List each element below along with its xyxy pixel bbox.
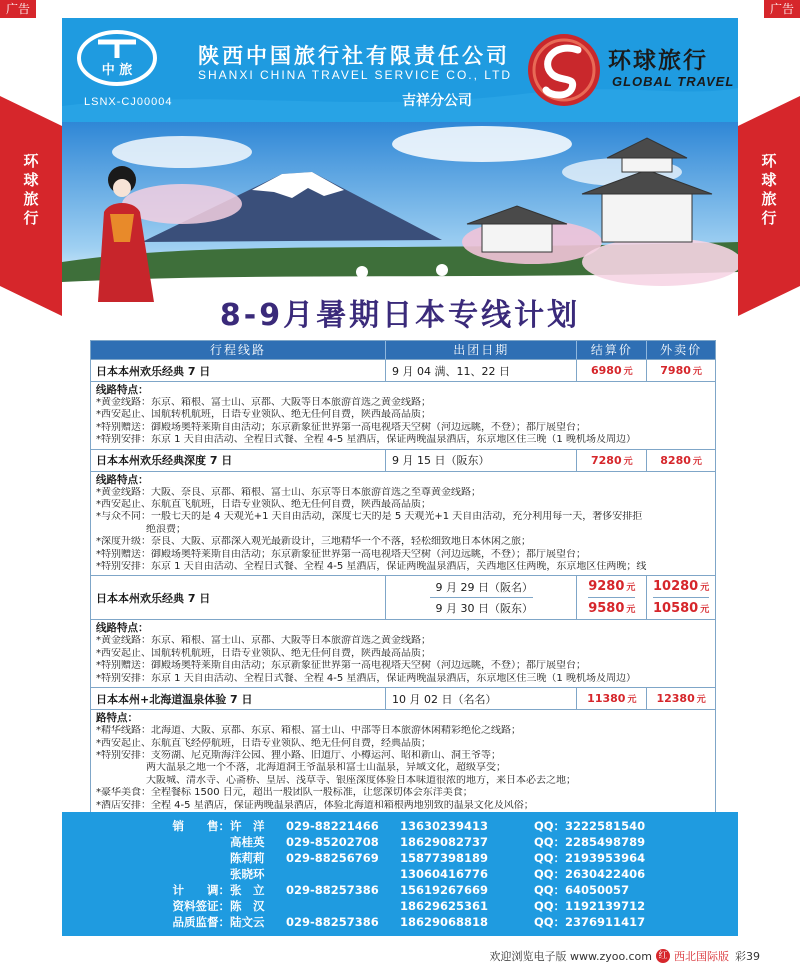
contact-row [166,866,664,882]
table-header [91,341,715,359]
route-name: 日本本州欢乐经典 7 日 [91,576,386,619]
contact-phone: 029-88257386 [286,883,379,897]
contact-qq: QQ：2285498789 [534,835,646,849]
contact-phone: 029-88257386 [286,915,379,929]
ad-label-right: 广告 [764,0,800,18]
contact-qq: QQ：2193953964 [534,851,646,865]
detail-line: *西安起止、东航直飞航班，日语专业领队、绝无任何自费，陕西最高品质； [96,499,431,511]
contact-list [166,818,664,930]
detail-line: 大阪城、清水寺、心斋桥、皇居、浅草寺、银座深度体验日本味道很浓的地方，来日本必去之地； [96,774,576,786]
contact-name: 陈 汉 [230,899,265,913]
detail-line: *特别安排：东京 1 天自由活动、全程日式餐、全程 4-5 星酒店，保证两晚温泉酒店，关西地区住两晚，东京地区住两晚；线 [96,561,647,573]
departure-date: 10 月 02 日（名名） [386,688,577,709]
retail-prices [647,576,715,619]
main-title: 8-9月暑期日本专线计划 [219,298,581,333]
detail-line: *特别赠送：御殿场奥特莱斯自由活动；东京新象征世界第一高电视塔天空树（河边远眺，不登）；都厅展望台； [96,421,586,433]
side-banner-right-text [738,152,800,228]
tour-schedule-table [90,340,716,827]
route-details [91,709,715,826]
header-retail-price: 外卖价 [660,343,703,357]
contact-role: 销 售： [172,819,230,833]
detail-line: *酒店安排：全程 4-5 星酒店，保证两晚温泉酒店，体验北海道和箱根两地别致的温泉文化及风俗； [96,799,534,811]
contact-phone: 029-88221466 [286,819,379,833]
footer-website: 欢迎浏览电子版 www.zyoo.com [489,950,652,963]
license-number: LSNX-CJ00004 [84,96,173,108]
contact-qq: QQ：1192139712 [534,899,646,913]
contact-row [166,834,664,850]
contact-row [166,818,664,834]
global-travel-logo-icon [524,32,604,108]
departure-date: 9 月 04 满、11、22 日 [386,360,577,381]
details-title: 线路特点： [96,473,149,486]
detail-line: *西安起止、东航直飞经停航班，日语专业领队、绝无任何自费，经典品质； [96,737,431,749]
contact-role: 计 调： [172,883,230,897]
branch-name: 吉祥分公司 [402,93,472,109]
hero-image-japan-scenery [62,122,738,302]
side-banner-char: 环 [23,152,39,170]
details-title: 线路特点： [96,622,149,635]
table-row [91,687,715,709]
cts-logo-icon [76,28,158,88]
table-row [91,449,715,471]
contact-name: 张晓环 [230,867,265,881]
settle-price: 7280 元 [577,450,647,471]
departure-date: 9 月 30 日（阪东） [430,597,534,618]
header-date: 出团日期 [386,341,577,359]
settle-price: 9280 元 [588,579,636,595]
route-details [91,381,715,449]
contact-name: 许 洋 [230,819,265,833]
departure-dates [386,576,577,619]
contact-mobile: 18629625361 [400,899,489,913]
details-title: 线路特点： [96,384,149,396]
departure-date: 9 月 15 日（阪东） [386,450,577,471]
detail-line: *特别安排：东京 1 天自由活动、全程日式餐、全程 4-5 星酒店，保证两晚温泉酒店，东京地区住三晚（1 晚机场及周边） [96,434,636,446]
hero-scene [62,122,738,302]
detail-line: *特别赠送：御殿场奥特莱斯自由活动；东京新象征世界第一高电视塔天空树（河边远眺，不登）；都厅展望台； [96,660,586,672]
contact-name: 张 立 [230,883,265,897]
route-name: 日本本州欢乐经典深度 7 日 [91,450,386,471]
detail-line: *与众不同：一般七天的是 4 天观光+1 天自由活动，深度七天的是 5 天观光+1 天自由活动，充分利用每一天，奢侈安排拒 [96,511,643,523]
ad-label-left: 广告 [0,0,36,18]
contact-role: 品质监督： [172,915,230,929]
side-banner-left [0,96,62,316]
header-route: 行程线路 [91,341,386,359]
global-travel-name-en: GLOBAL TRAVEL [612,74,735,89]
side-banner-char: 球 [23,171,39,189]
route-name: 日本本州欢乐经典 7 日 [91,360,386,381]
detail-line: *西安起止、国航转机航班，日语专业领队、绝无任何自费，陕西最高品质； [96,409,431,421]
detail-line: *深度升级：奈良、大阪、京都深入观光最新设计，三地精华一个不落，轻松细致地日本休闲之旅； [96,536,531,548]
side-banner-char: 行 [23,209,39,227]
cts-logo-text: 中 旅 [101,63,133,78]
details-title: 路特点： [96,712,138,725]
side-banner-char: 旅 [23,190,39,208]
contact-mobile: 13060416776 [400,867,489,881]
contact-role [166,834,230,850]
detail-line: *黄金线路：东京、箱根、富士山、京都、大阪等日本旅游首选之黄金线路； [96,635,431,647]
side-banner-char: 球 [761,171,777,189]
detail-line: *精华线路：北海道、大阪、京都、东京、箱根、富士山、中部等日本旅游休闲精彩绝伦之线路； [96,725,521,737]
header-banner [62,18,738,122]
side-banner-char: 环 [761,152,777,170]
route-details [91,619,715,687]
table-row [91,575,715,619]
retail-price: 12380 元 [656,692,706,706]
contact-role: 资料签证： [172,899,230,913]
settle-price: 11380 元 [577,688,647,709]
settle-prices [577,576,647,619]
global-travel-name-cn: 环球旅行 [608,48,708,74]
retail-price: 8280 元 [660,453,702,467]
side-banner-left-text [0,152,62,228]
contact-role [166,850,230,866]
contact-phone [286,866,400,882]
detail-line: *特别安排：支笏湖、尼克斯海洋公园、狸小路、旧道厅、小樽运河、昭和新山、洞王爷等； [96,749,501,761]
contact-name: 陈莉莉 [230,851,265,865]
detail-line: 绝浪费； [96,523,186,535]
contact-panel [62,812,738,936]
retail-price: 10280 元 [652,579,710,595]
contact-mobile: 18629068818 [400,915,489,929]
header-settle-price: 结算价 [577,341,647,359]
contact-phone: 029-85202708 [286,835,379,849]
side-banner-char: 行 [761,209,777,227]
detail-line: *黄金线路：东京、箱根、富士山、京都、大阪等日本旅游首选之黄金线路； [96,397,431,408]
table-row [91,359,715,381]
top-strip [0,0,800,18]
contact-mobile: 18629082737 [400,835,489,849]
footer-text [489,948,760,964]
footer-badge-icon: 红 [656,949,670,963]
footer [0,946,800,965]
retail-price: 10580 元 [653,597,709,618]
contact-row [166,850,664,866]
footer-publication: 西北国际版 [674,950,729,963]
company-name-en: SHANXI CHINA TRAVEL SERVICE CO., LTD [198,68,513,82]
contact-name: 陆文云 [230,915,265,929]
departure-date: 9 月 29 日（阪名） [435,580,533,594]
contact-mobile: 15877398189 [400,851,489,865]
settle-price: 9580 元 [588,597,635,618]
contact-row [166,898,664,914]
contact-qq: QQ：2376911417 [534,915,646,929]
contact-qq: QQ：3222581540 [534,819,646,833]
detail-line: 两大温泉之地一个不落，北海道洞王爷温泉和富士山温泉，异域文化，超级享受； [96,762,506,774]
detail-line: *特别安排：东京 1 天自由活动、全程日式餐、全程 4-5 星酒店，保证两晚温泉酒店，东京地区住三晚（1 晚机场及周边） [96,672,636,684]
contact-role [166,866,230,882]
contact-qq: QQ：64050057 [534,883,630,897]
contact-name: 高桂英 [230,835,265,849]
contact-mobile: 15619267669 [400,883,489,897]
detail-line: *黄金线路：大阪、奈良、京都、箱根、富士山、东京等日本旅游首选之至尊黄金线路； [96,486,481,498]
contact-phone: 029-88256769 [286,851,379,865]
contact-row [166,914,664,930]
side-banner-right [738,96,800,316]
contact-phone [286,898,400,914]
contact-row [166,882,664,898]
contact-mobile: 13630239413 [400,819,489,833]
route-details [91,471,715,576]
company-name-cn: 陕西中国旅行社有限责任公司 [198,44,510,68]
side-banner-char: 旅 [761,190,777,208]
settle-price: 6980 元 [577,360,647,381]
route-name: 日本本州+北海道温泉体验 7 日 [91,688,386,709]
detail-line: *豪华美食：全程餐标 1500 日元，超出一般团队一般标准，让您深切体会东洋美食； [96,787,473,799]
footer-page-number: 彩39 [735,950,760,963]
detail-line: *西安起止、国航转机航班，日语专业领队、绝无任何自费，陕西最高品质； [96,647,431,659]
detail-line: *特别赠送：御殿场奥特莱斯自由活动；东京新象征世界第一高电视塔天空树（河边远眺，不登）；都厅展望台； [96,548,586,560]
retail-price: 7980 元 [660,364,702,377]
contact-qq: QQ：2630422406 [534,867,646,881]
